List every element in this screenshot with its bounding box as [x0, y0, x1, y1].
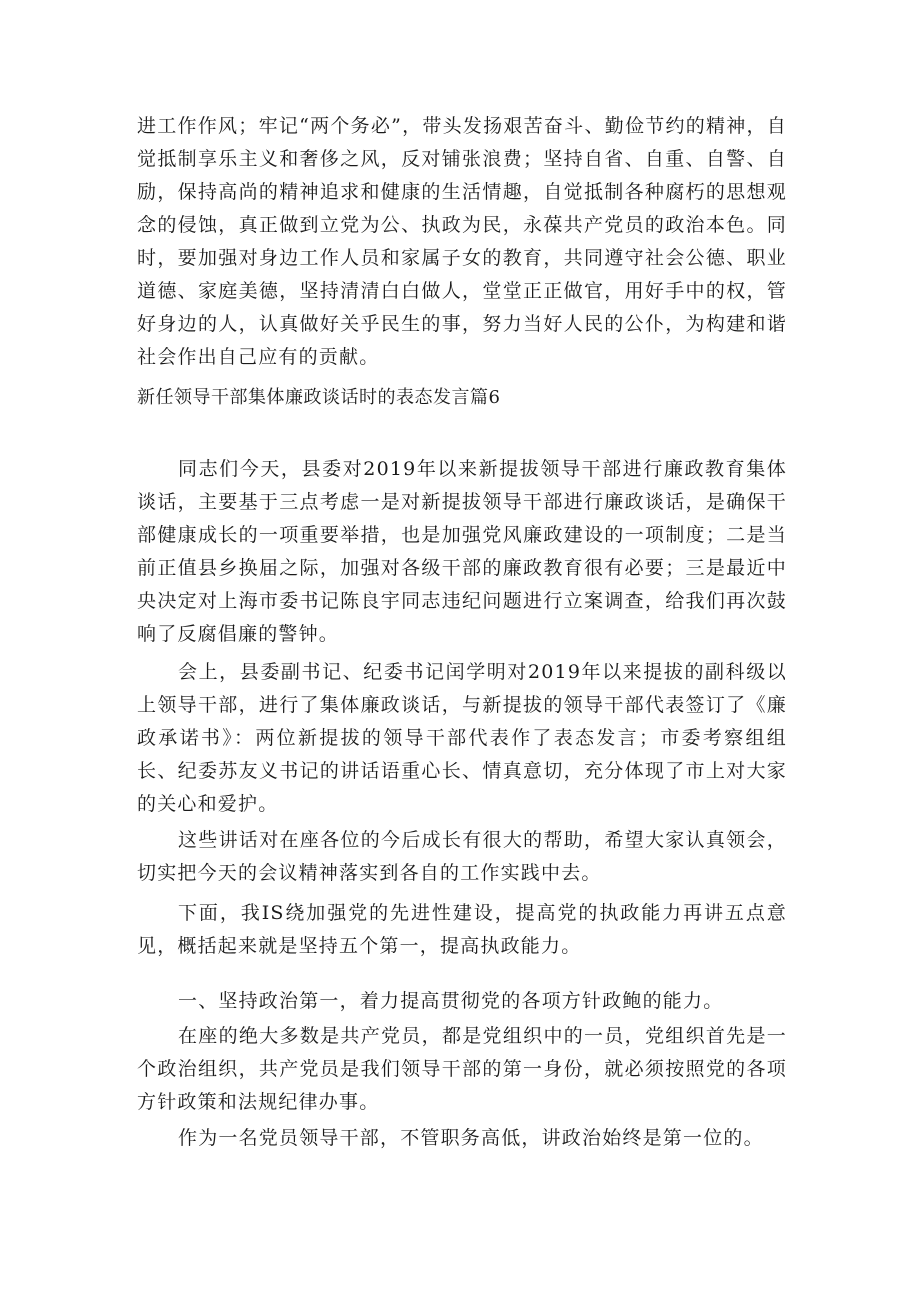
body-paragraph-4: 下面，我IS绕加强党的先进性建设，提高党的执政能力再讲五点意见，概括起来就是坚持五个第一，提高执政能力。 — [137, 902, 787, 957]
body-paragraph-3: 这些讲话对在座各位的今后成长有很大的帮助，希望大家认真领会，切实把今天的会议精神落实到各自的工作实践中去。 — [137, 829, 787, 884]
point-one-paragraph-2: 作为一名党员领导干部，不管职务高低，讲政治始终是第一位的。 — [178, 1127, 764, 1149]
continuation-paragraph: 进工作作风；牢记“两个务必”，带头发扬艰苦奋斗、勤俭节约的精神，自觉抵制享乐主义和奢侈之风，反对铺张浪费；坚持自省、自重、自警、自励，保持高尚的精神追求和健康的生活情趣，自觉抵制各种腐朽的思想观念的侵蚀，真正做到立党为公、执政为民，永葆共产党员的政治本色。同时，要加强对身边工作人员和家属子女的教育，共同遵守社会公德、职业道德、家庭美德，坚持清清白白做人，堂堂正正做官，用好手中的权，管好身边的人，认真做好关乎民生的事，努力当好人民的公仆，为构建和谐社会作出自己应有的贡献。 — [137, 115, 787, 368]
section-title: 新任领导干部集体廉政谈话时的表态发言篇6 — [137, 387, 501, 408]
point-one-paragraph-1: 在座的绝大多数是共产党员，都是党组织中的一员，党组织首先是一个政治组织，共产党员是我们领导干部的第一身份，就必须按照党的各项方针政策和法规纪律办事。 — [137, 1025, 787, 1113]
body-paragraph-1: 同志们今天，县委对2019年以来新提拔领导干部进行廉政教育集体谈话，主要基于三点考虑一是对新提拔领导干部进行廉政谈话，是确保干部健康成长的一项重要举措，也是加强党风廉政建设的一项制度；二是当前正值县乡换届之际，加强对各级干部的廉政教育很有必要；三是最近中央决定对上海市委书记陈良宇同志违纪问题进行立案调查，给我们再次鼓响了反腐倡廉的警钟。 — [137, 458, 787, 645]
body-paragraph-2: 会上，县委副书记、纪委书记闰学明对2019年以来提拔的副科级以上领导干部，进行了集体廉政谈话，与新提拔的领导干部代表签订了《廉政承诺书》：两位新提拔的领导干部代表作了表态发言；市委考察组组长、纪委苏友义书记的讲话语重心长、情真意切，充分体现了市上对大家的关心和爱护。 — [137, 661, 787, 815]
point-one-title: 一、坚持政治第一，着力提高贯彻党的各项方针政鲍的能力。 — [178, 990, 724, 1012]
